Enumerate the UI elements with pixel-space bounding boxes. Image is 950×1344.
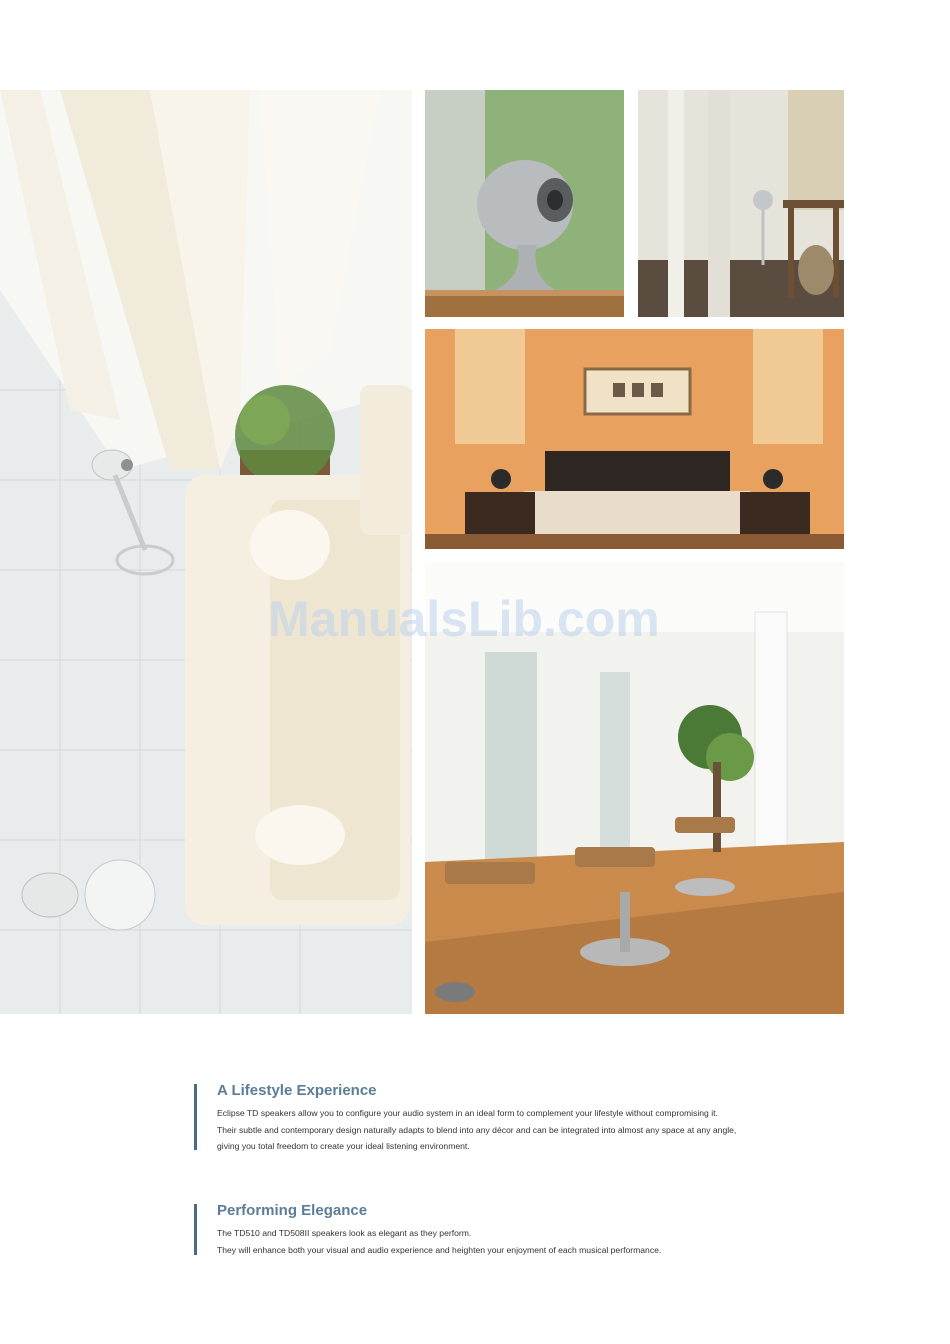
section-title: A Lifestyle Experience bbox=[217, 1082, 377, 1099]
section-line: Their subtle and contemporary design naturally adapts to blend into any décor and can be integrated into almost any space at any angle, bbox=[217, 1124, 737, 1135]
section-lifestyle-experience bbox=[194, 1082, 854, 1155]
section-line: giving you total freedom to create your ideal listening environment. bbox=[217, 1141, 470, 1151]
section-title: Performing Elegance bbox=[217, 1202, 368, 1219]
watermark-text: ManualsLib.com bbox=[268, 591, 660, 647]
section-line: Eclipse TD speakers allow you to configure your audio system in an ideal form to complement your lifestyle without compromising it. bbox=[217, 1108, 718, 1118]
section-performing-elegance bbox=[194, 1202, 854, 1258]
section-body bbox=[217, 1105, 854, 1155]
section-accent-bar bbox=[194, 1084, 197, 1150]
section-line: The TD510 and TD508II speakers look as elegant as they perform. bbox=[217, 1228, 472, 1238]
living-room-photo bbox=[0, 90, 412, 1014]
room-with-speaker-stand-photo bbox=[638, 90, 844, 317]
section-line: They will enhance both your visual and audio experience and heighten your enjoyment of each musical performance. bbox=[217, 1244, 662, 1255]
section-accent-bar bbox=[194, 1204, 197, 1255]
section-body bbox=[217, 1225, 854, 1258]
bedroom-photo bbox=[425, 329, 844, 549]
speaker-closeup-photo bbox=[425, 90, 624, 317]
